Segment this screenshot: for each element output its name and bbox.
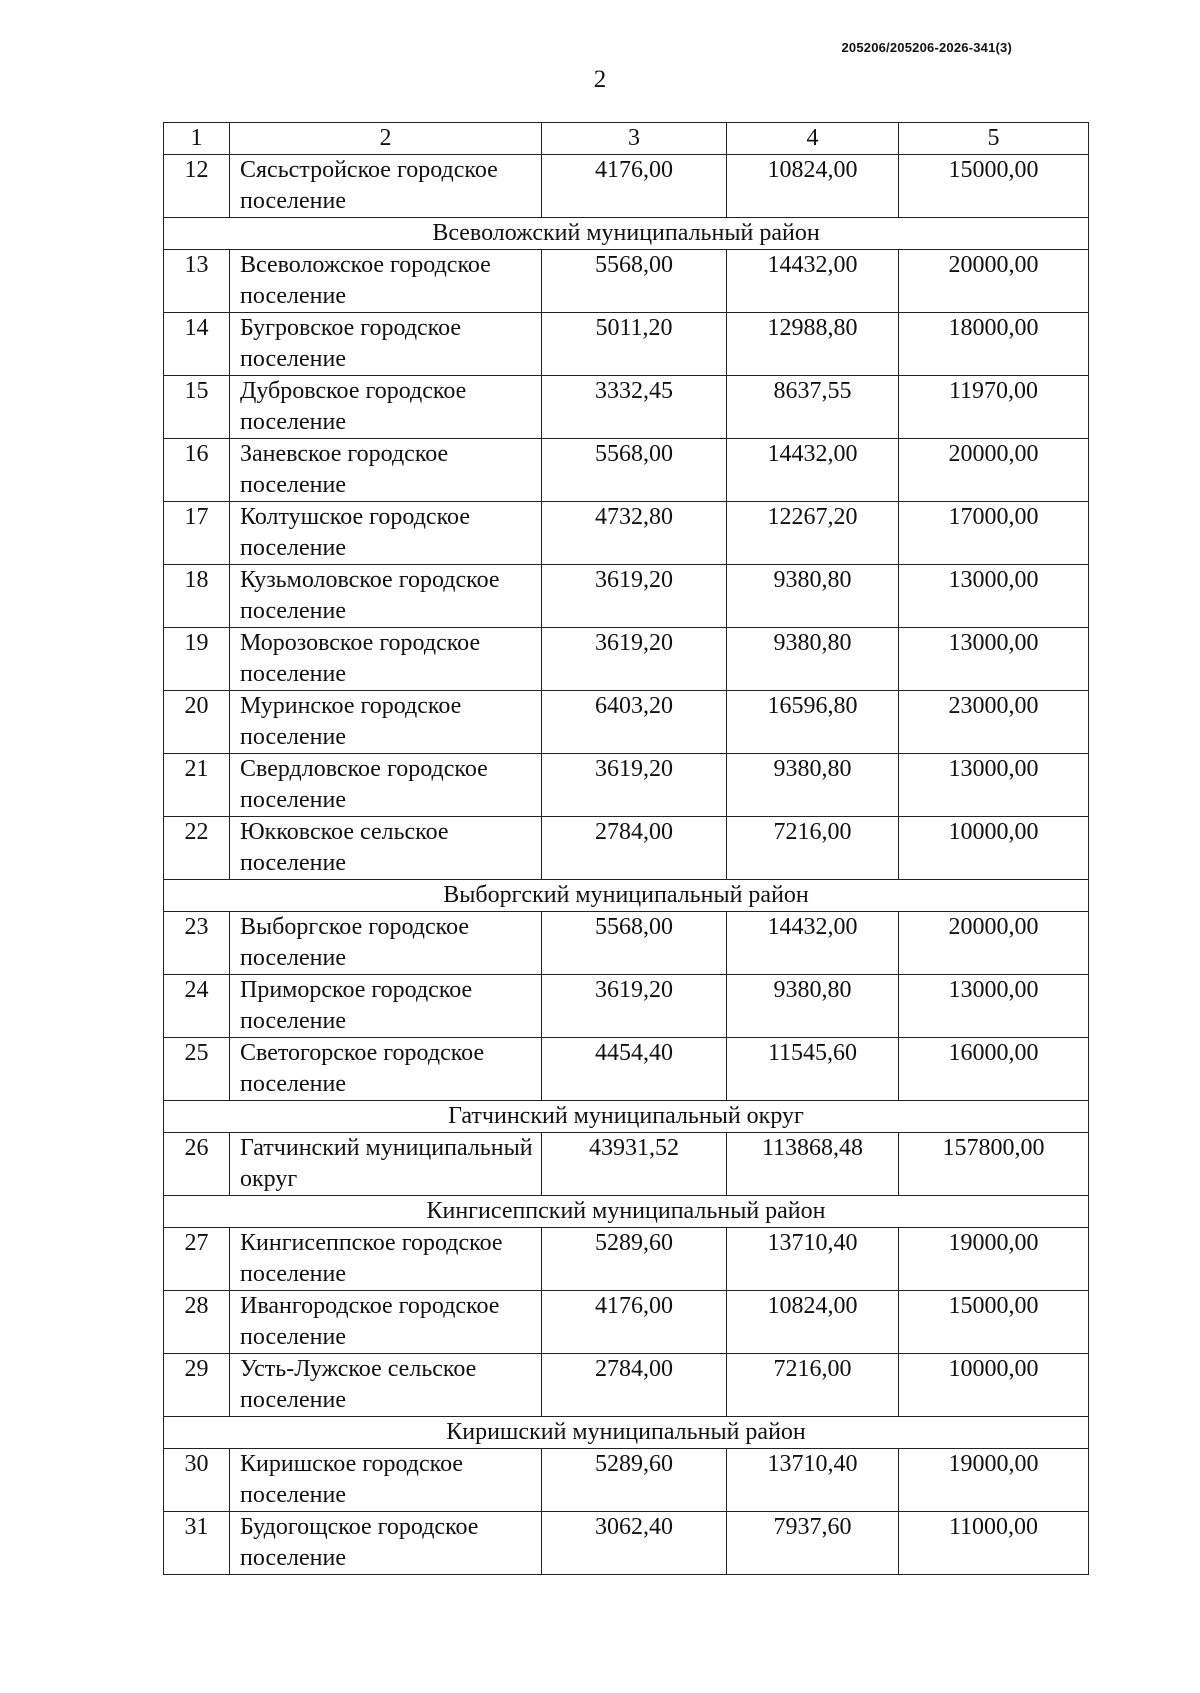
row-number: 15 (164, 376, 230, 439)
value-column-3: 5568,00 (542, 250, 727, 313)
value-column-3: 4176,00 (542, 1291, 727, 1354)
value-column-5: 20000,00 (899, 912, 1089, 975)
district-name: Кингисеппский муниципальный район (164, 1196, 1089, 1228)
value-column-4: 9380,80 (727, 754, 899, 817)
value-column-4: 14432,00 (727, 250, 899, 313)
table-row (164, 1038, 1089, 1101)
row-number: 21 (164, 754, 230, 817)
table-body (164, 123, 1089, 1575)
row-number: 17 (164, 502, 230, 565)
value-column-5: 20000,00 (899, 250, 1089, 313)
settlement-name: Заневское городское поселение (230, 439, 542, 502)
table-row (164, 250, 1089, 313)
table-row (164, 565, 1089, 628)
page-number: 2 (593, 66, 607, 93)
settlement-name: Свердловское городское поселение (230, 754, 542, 817)
settlement-name: Приморское городское поселение (230, 975, 542, 1038)
district-header-row (164, 1417, 1089, 1449)
value-column-4: 12267,20 (727, 502, 899, 565)
table-row (164, 975, 1089, 1038)
settlement-name: Дубровское городское поселение (230, 376, 542, 439)
value-column-3: 5289,60 (542, 1228, 727, 1291)
table-row (164, 1133, 1089, 1196)
value-column-4: 7216,00 (727, 817, 899, 880)
value-column-4: 16596,80 (727, 691, 899, 754)
settlement-name: Светогорское городское поселение (230, 1038, 542, 1101)
settlement-name: Кингисеппское городское поселение (230, 1228, 542, 1291)
value-column-5: 13000,00 (899, 975, 1089, 1038)
value-column-3: 3332,45 (542, 376, 727, 439)
value-column-3: 5289,60 (542, 1449, 727, 1512)
value-column-4: 7937,60 (727, 1512, 899, 1575)
value-column-4: 14432,00 (727, 912, 899, 975)
value-column-4: 12988,80 (727, 313, 899, 376)
value-column-3: 5011,20 (542, 313, 727, 376)
row-number: 12 (164, 155, 230, 218)
row-number: 20 (164, 691, 230, 754)
value-column-3: 4454,40 (542, 1038, 727, 1101)
settlement-name: Сясьстройское городское поселение (230, 155, 542, 218)
district-name: Всеволожский муниципальный район (164, 218, 1089, 250)
value-column-4: 13710,40 (727, 1449, 899, 1512)
settlement-name: Кузьмоловское городское поселение (230, 565, 542, 628)
value-column-5: 15000,00 (899, 155, 1089, 218)
value-column-4: 11545,60 (727, 1038, 899, 1101)
value-column-5: 15000,00 (899, 1291, 1089, 1354)
column-header-5: 5 (899, 123, 1089, 155)
district-header-row (164, 1101, 1089, 1133)
value-column-4: 10824,00 (727, 155, 899, 218)
table-row (164, 439, 1089, 502)
value-column-3: 3619,20 (542, 565, 727, 628)
row-number: 14 (164, 313, 230, 376)
value-column-4: 8637,55 (727, 376, 899, 439)
value-column-5: 157800,00 (899, 1133, 1089, 1196)
value-column-4: 13710,40 (727, 1228, 899, 1291)
district-header-row (164, 880, 1089, 912)
row-number: 18 (164, 565, 230, 628)
value-column-3: 4176,00 (542, 155, 727, 218)
settlement-name: Всеволожское городское поселение (230, 250, 542, 313)
document-id: 205206/205206-2026-341(3) (841, 40, 1012, 55)
value-column-5: 10000,00 (899, 1354, 1089, 1417)
column-header-3: 3 (542, 123, 727, 155)
row-number: 25 (164, 1038, 230, 1101)
value-column-5: 13000,00 (899, 754, 1089, 817)
district-name: Выборгский муниципальный район (164, 880, 1089, 912)
value-column-3: 5568,00 (542, 439, 727, 502)
row-number: 23 (164, 912, 230, 975)
row-number: 24 (164, 975, 230, 1038)
settlement-name: Юкковское сельское поселение (230, 817, 542, 880)
table-row (164, 502, 1089, 565)
row-number: 28 (164, 1291, 230, 1354)
row-number: 22 (164, 817, 230, 880)
value-column-4: 9380,80 (727, 975, 899, 1038)
row-number: 16 (164, 439, 230, 502)
settlement-name: Киришское городское поселение (230, 1449, 542, 1512)
settlement-name: Муринское городское поселение (230, 691, 542, 754)
settlement-name: Будогощское городское поселение (230, 1512, 542, 1575)
value-column-5: 13000,00 (899, 565, 1089, 628)
value-column-4: 7216,00 (727, 1354, 899, 1417)
district-name: Киришский муниципальный район (164, 1417, 1089, 1449)
district-header-row (164, 1196, 1089, 1228)
value-column-4: 9380,80 (727, 628, 899, 691)
value-column-3: 4732,80 (542, 502, 727, 565)
value-column-3: 43931,52 (542, 1133, 727, 1196)
value-column-3: 3062,40 (542, 1512, 727, 1575)
value-column-5: 11970,00 (899, 376, 1089, 439)
table-row (164, 155, 1089, 218)
table-row (164, 912, 1089, 975)
table-row (164, 376, 1089, 439)
value-column-4: 14432,00 (727, 439, 899, 502)
value-column-5: 13000,00 (899, 628, 1089, 691)
settlement-name: Колтушское городское поселение (230, 502, 542, 565)
value-column-4: 10824,00 (727, 1291, 899, 1354)
district-header-row (164, 218, 1089, 250)
table-row (164, 313, 1089, 376)
settlement-name: Бугровское городское поселение (230, 313, 542, 376)
row-number: 30 (164, 1449, 230, 1512)
settlement-name: Выборгское городское поселение (230, 912, 542, 975)
row-number: 19 (164, 628, 230, 691)
table-row (164, 1291, 1089, 1354)
table-row (164, 1449, 1089, 1512)
value-column-5: 10000,00 (899, 817, 1089, 880)
value-column-3: 3619,20 (542, 628, 727, 691)
value-column-3: 3619,20 (542, 754, 727, 817)
value-column-5: 20000,00 (899, 439, 1089, 502)
district-name: Гатчинский муниципальный округ (164, 1101, 1089, 1133)
value-column-4: 9380,80 (727, 565, 899, 628)
settlement-name: Усть-Лужское сельское поселение (230, 1354, 542, 1417)
table-row (164, 1228, 1089, 1291)
column-header-1: 1 (164, 123, 230, 155)
value-column-5: 19000,00 (899, 1449, 1089, 1512)
row-number: 31 (164, 1512, 230, 1575)
value-column-5: 16000,00 (899, 1038, 1089, 1101)
allocation-table (163, 122, 1089, 1575)
table-row (164, 691, 1089, 754)
table-row (164, 1354, 1089, 1417)
column-number-row (164, 123, 1089, 155)
table-row (164, 754, 1089, 817)
value-column-3: 2784,00 (542, 817, 727, 880)
value-column-3: 2784,00 (542, 1354, 727, 1417)
settlement-name: Гатчинский муниципальный округ (230, 1133, 542, 1196)
row-number: 29 (164, 1354, 230, 1417)
value-column-5: 23000,00 (899, 691, 1089, 754)
column-header-2: 2 (230, 123, 542, 155)
table-row (164, 628, 1089, 691)
value-column-3: 5568,00 (542, 912, 727, 975)
value-column-5: 19000,00 (899, 1228, 1089, 1291)
column-header-4: 4 (727, 123, 899, 155)
value-column-4: 113868,48 (727, 1133, 899, 1196)
settlement-name: Морозовское городское поселение (230, 628, 542, 691)
settlement-name: Ивангородское городское поселение (230, 1291, 542, 1354)
allocation-table-container (163, 122, 1088, 1575)
value-column-3: 3619,20 (542, 975, 727, 1038)
table-row (164, 817, 1089, 880)
table-row (164, 1512, 1089, 1575)
value-column-3: 6403,20 (542, 691, 727, 754)
value-column-5: 17000,00 (899, 502, 1089, 565)
value-column-5: 11000,00 (899, 1512, 1089, 1575)
value-column-5: 18000,00 (899, 313, 1089, 376)
row-number: 13 (164, 250, 230, 313)
row-number: 26 (164, 1133, 230, 1196)
row-number: 27 (164, 1228, 230, 1291)
